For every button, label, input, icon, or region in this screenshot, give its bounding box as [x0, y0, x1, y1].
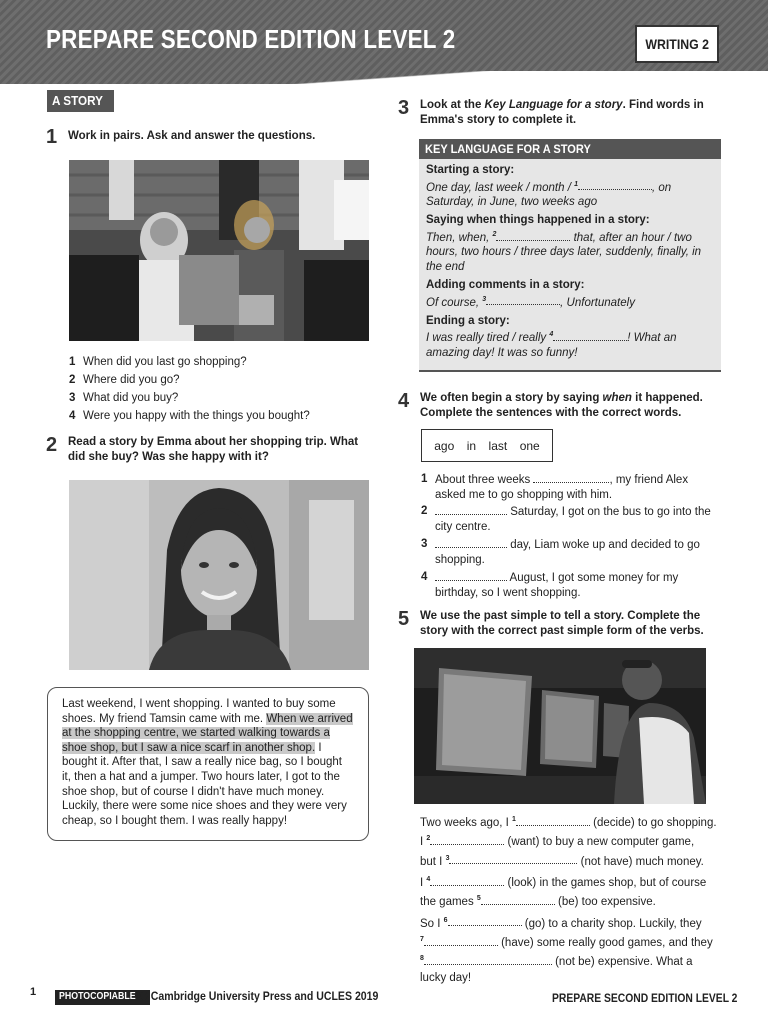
- instruction-text: it happened. Complete the sentences with the correct words.: [420, 392, 703, 419]
- list-item: [69, 371, 369, 389]
- section-tag: [47, 90, 114, 112]
- photocopiable-text: PHOTOCOPIABLE: [59, 991, 136, 1002]
- question-text: Were you happy with the things you bought?: [83, 410, 310, 422]
- kl-text: One day, last week / month /: [426, 181, 575, 194]
- exercise-3-instruction: [420, 98, 720, 128]
- exercise-5-instruction: We use the past simple to tell a story. Complete the story with the correct past simple form of the verbs.: [420, 610, 704, 637]
- kl-text: , on Saturday, in June, two weeks ago: [426, 181, 672, 208]
- list-item: [69, 407, 369, 425]
- story-line: [420, 812, 725, 870]
- list-item: [69, 389, 369, 407]
- key-language-section: [419, 163, 721, 209]
- story5-text: (have) some really good games, and they: [497, 936, 713, 949]
- key-language-heading: Adding comments in a story:: [426, 279, 585, 292]
- exercise-1-questions: [69, 353, 369, 425]
- emma-story-box: [47, 687, 369, 841]
- story5-text: I: [420, 836, 427, 849]
- exercise-4-sentence: [421, 504, 721, 534]
- instruction-text: Look at the: [420, 99, 485, 111]
- footer-title-text: PREPARE SECOND EDITION LEVEL 2: [552, 991, 738, 1005]
- section-tag-label: A STORY: [52, 93, 103, 108]
- kl-text: ! What an amazing day! It was so funny!: [426, 332, 677, 359]
- exercise-2-instruction: Read a story by Emma about her shopping trip. What did she buy? Was she happy with it?: [68, 436, 359, 463]
- story5-text: (not be) expensive. What a: [551, 956, 693, 969]
- exercise-4-sentence: [421, 537, 721, 567]
- word-box: [421, 429, 553, 462]
- story-line: [420, 872, 725, 911]
- story-line: [420, 913, 725, 986]
- key-language-title: [419, 139, 721, 159]
- gap-number: 3: [445, 854, 450, 862]
- instruction-text: We often begin a story by saying: [420, 392, 603, 404]
- answer-gap[interactable]: [578, 179, 652, 190]
- footer-title: [552, 991, 768, 1005]
- exercise-5-story: [420, 812, 725, 988]
- answer-gap[interactable]: [435, 537, 507, 548]
- exercise-4-sentence: [421, 472, 721, 502]
- emma-photo-illustration: [69, 480, 369, 670]
- gaming-photo: [414, 648, 706, 804]
- gap-number: 1: [512, 816, 516, 823]
- exercise-1-number: 1: [46, 126, 58, 148]
- emma-photo: [69, 480, 369, 670]
- question-number: 4: [69, 410, 76, 422]
- page-title: PREPARE SECOND EDITION LEVEL 2: [46, 24, 456, 54]
- exercise-5-number: 5: [398, 608, 410, 630]
- shopping-photo: [69, 160, 369, 341]
- story5-text: Two weeks ago, I: [420, 816, 513, 829]
- sentence-text: Saturday, I got on the bus to go into the city centre.: [435, 506, 711, 533]
- gap-number: 1: [574, 180, 578, 188]
- key-language-text: [426, 293, 714, 310]
- answer-gap[interactable]: [424, 954, 552, 965]
- answer-gap[interactable]: [486, 294, 560, 305]
- story5-text: (decide) to go shopping.: [589, 816, 717, 829]
- answer-gap[interactable]: [424, 935, 498, 946]
- story5-text: (want) to buy a new computer game,: [504, 836, 695, 849]
- gap-number: 4: [549, 331, 554, 339]
- word-option: ago: [434, 438, 455, 453]
- exercise-4-number: 4: [398, 390, 410, 412]
- exercise-4-instruction: [420, 391, 720, 421]
- question-number: 1: [69, 356, 76, 368]
- copyright: [140, 989, 411, 1003]
- story5-text: I: [420, 876, 427, 889]
- copyright-text: © Cambridge University Press and UCLES 2019: [140, 989, 379, 1003]
- sentence-text: About three weeks: [435, 474, 534, 486]
- gap-number: 2: [492, 230, 497, 238]
- instruction-text: . Find words in Emma's story to complete it.: [420, 99, 704, 126]
- exercise-2-number: 2: [46, 434, 58, 456]
- answer-gap[interactable]: [553, 330, 627, 341]
- exercise-3-number: 3: [398, 97, 410, 119]
- key-language-section: [419, 213, 721, 274]
- answer-gap[interactable]: [430, 834, 504, 845]
- question-text: Where did you go?: [83, 374, 180, 386]
- gap-number: 7: [420, 935, 424, 943]
- gap-number: 4: [426, 875, 431, 883]
- gap-number: 3: [482, 295, 487, 303]
- answer-gap[interactable]: [430, 875, 504, 886]
- question-text: When did you last go shopping?: [83, 356, 247, 368]
- question-number: 2: [69, 374, 76, 386]
- answer-gap[interactable]: [435, 570, 507, 581]
- key-language-text: [426, 228, 714, 274]
- key-language-box: [419, 139, 721, 372]
- answer-gap[interactable]: [481, 894, 555, 905]
- gap-number: 8: [420, 955, 424, 963]
- photocopiable-label: [55, 990, 150, 1005]
- key-language-heading: Starting a story:: [426, 164, 515, 176]
- answer-gap[interactable]: [516, 815, 590, 826]
- kl-text: , Unfortunately: [560, 296, 635, 309]
- answer-gap[interactable]: [448, 915, 522, 926]
- word-option: one: [519, 438, 540, 453]
- story5-text: (not have) much money.: [577, 855, 704, 868]
- story5-text: but I: [420, 855, 446, 868]
- story5-text: lucky day!: [420, 971, 472, 984]
- shopping-photo-illustration: [69, 160, 369, 341]
- list-item: [69, 353, 369, 371]
- writing-badge: [635, 25, 719, 63]
- gap-number: 2: [426, 835, 431, 843]
- key-language-text: [426, 328, 714, 360]
- story5-text: (go) to a charity shop. Luckily, they: [521, 917, 702, 930]
- question-text: What did you buy?: [83, 392, 179, 404]
- story-text: Last weekend, I went shopping. I wanted to buy some shoes. My friend Tamsin came with me.: [62, 698, 336, 725]
- gap-number: 6: [443, 916, 448, 924]
- word-option: in: [466, 438, 477, 453]
- sentence-text: , my friend Alex asked me to go shopping with him.: [435, 474, 689, 501]
- key-language-section: [419, 278, 721, 310]
- story5-text: the games: [420, 896, 477, 909]
- story5-text: So I: [420, 917, 444, 930]
- story-text: I bought it. After that, I saw a really nice bag, so I bought it, then a hat and a jumper. Two hours later, I got to the shoe shop, but of course I didn't have much money. Luckily, there were some nice shoes and they were very cheap, so I bought them. I was really happy!: [62, 741, 347, 827]
- answer-gap[interactable]: [496, 230, 570, 241]
- sentence-text: day, Liam woke up and decided to go shopping.: [435, 539, 700, 566]
- answer-gap[interactable]: [449, 853, 577, 864]
- kl-text: Of course,: [426, 296, 483, 309]
- answer-gap[interactable]: [533, 472, 609, 483]
- kl-text: I was really tired / really: [426, 332, 550, 345]
- key-language-title-text: KEY LANGUAGE FOR A STORY: [425, 142, 591, 156]
- story5-text: (look) in the games shop, but of course: [504, 876, 707, 889]
- word-option: last: [488, 438, 508, 453]
- story-highlighted-text: When we arrived at the shopping centre, we started walking towards a shoe shop, but I saw a nice scarf in another shop.: [62, 712, 353, 754]
- sentence-number: 3: [421, 538, 428, 550]
- writing-badge-label: WRITING 2: [645, 36, 709, 52]
- key-language-text: [426, 178, 714, 210]
- exercise-4-sentence: [421, 570, 721, 600]
- sentence-number: 1: [421, 473, 428, 485]
- key-language-heading: Saying when things happened in a story:: [426, 214, 650, 227]
- instruction-emphasis: Key Language for a story: [484, 99, 623, 111]
- sentence-text: August, I got some money for my birthday, so I went shopping.: [435, 572, 679, 599]
- sentence-number: 2: [421, 505, 428, 517]
- sentence-number: 4: [421, 571, 428, 583]
- kl-text: that, after an hour / two hours, two hours / three days later, suddenly, finally, in the end: [426, 231, 702, 273]
- story5-text: (be) too expensive.: [554, 896, 656, 909]
- gap-number: 5: [476, 895, 481, 903]
- question-number: 3: [69, 392, 76, 404]
- kl-text: Then, when,: [426, 231, 493, 244]
- answer-gap[interactable]: [435, 504, 507, 515]
- key-language-heading: Ending a story:: [426, 314, 510, 327]
- page-number: 1: [30, 986, 37, 998]
- key-language-section: [419, 314, 721, 360]
- gaming-photo-illustration: [414, 648, 706, 804]
- instruction-emphasis: when: [602, 392, 632, 404]
- exercise-1-instruction: Work in pairs. Ask and answer the questions.: [68, 130, 316, 142]
